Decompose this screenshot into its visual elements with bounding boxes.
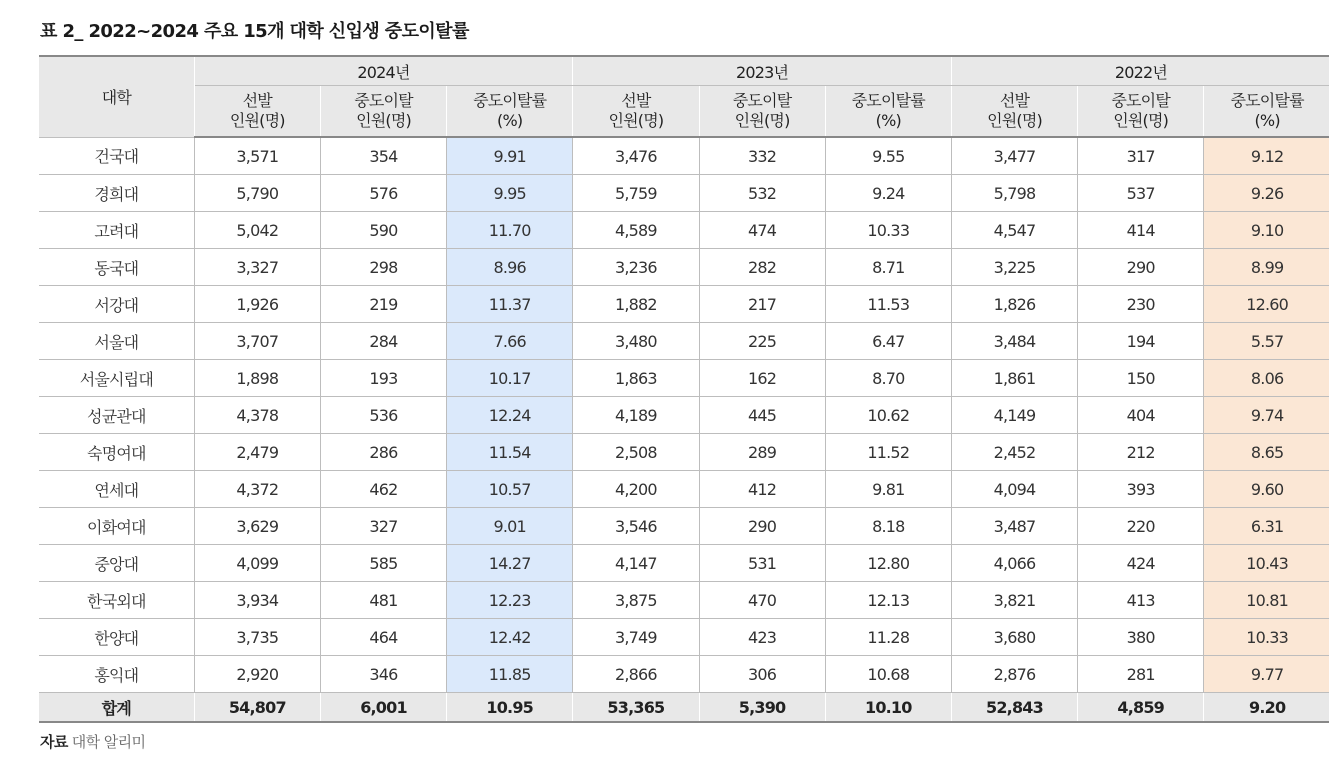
table-cell: 412: [699, 471, 825, 508]
year-header-2024: 2024년: [194, 56, 573, 86]
table-cell: 12.24: [447, 397, 573, 434]
table-row: [39, 137, 1329, 175]
table-cell: 219: [320, 286, 446, 323]
table-cell: 585: [320, 545, 446, 582]
table-cell: 298: [320, 249, 446, 286]
table-cell: 9.91: [447, 137, 573, 175]
table-cell: 3,487: [951, 508, 1077, 545]
dropout-rate-table: [39, 55, 1329, 723]
table-cell: 424: [1078, 545, 1204, 582]
table-row: [39, 323, 1329, 360]
table-cell: 536: [320, 397, 446, 434]
table-cell: 9.24: [825, 175, 951, 212]
table-cell: 8.99: [1204, 249, 1329, 286]
total-cell: 10.10: [825, 693, 951, 723]
table-cell: 9.77: [1204, 656, 1329, 693]
table-cell: 286: [320, 434, 446, 471]
university-name-cell: 동국대: [39, 249, 194, 286]
table-cell: 3,236: [573, 249, 699, 286]
table-cell: 12.23: [447, 582, 573, 619]
table-cell: 12.13: [825, 582, 951, 619]
table-row: [39, 471, 1329, 508]
table-cell: 12.42: [447, 619, 573, 656]
table-row: [39, 619, 1329, 656]
table-cell: 327: [320, 508, 446, 545]
table-cell: 3,749: [573, 619, 699, 656]
table-cell: 576: [320, 175, 446, 212]
table-row: [39, 397, 1329, 434]
total-cell: 6,001: [320, 693, 446, 723]
total-row: [39, 693, 1329, 723]
selected-count-header-2022: 선발 인원(명): [951, 86, 1077, 138]
table-cell: 1,882: [573, 286, 699, 323]
table-cell: 8.06: [1204, 360, 1329, 397]
selected-count-header-2024: 선발 인원(명): [194, 86, 320, 138]
university-name-cell: 서울시립대: [39, 360, 194, 397]
table-cell: 9.01: [447, 508, 573, 545]
table-row: [39, 286, 1329, 323]
table-row: [39, 249, 1329, 286]
table-cell: 11.85: [447, 656, 573, 693]
table-cell: 3,546: [573, 508, 699, 545]
table-cell: 11.70: [447, 212, 573, 249]
table-cell: 4,589: [573, 212, 699, 249]
table-cell: 162: [699, 360, 825, 397]
table-cell: 10.62: [825, 397, 951, 434]
table-row: [39, 360, 1329, 397]
total-label-cell: 합계: [39, 693, 194, 723]
table-cell: 413: [1078, 582, 1204, 619]
dropout-count-header-2024: 중도이탈 인원(명): [320, 86, 446, 138]
table-cell: 423: [699, 619, 825, 656]
table-cell: 3,680: [951, 619, 1077, 656]
table-cell: 3,875: [573, 582, 699, 619]
table-cell: 470: [699, 582, 825, 619]
table-cell: 2,479: [194, 434, 320, 471]
table-cell: 11.52: [825, 434, 951, 471]
university-name-cell: 연세대: [39, 471, 194, 508]
table-cell: 217: [699, 286, 825, 323]
table-cell: 5,798: [951, 175, 1077, 212]
table-cell: 9.95: [447, 175, 573, 212]
table-cell: 481: [320, 582, 446, 619]
table-cell: 212: [1078, 434, 1204, 471]
table-cell: 6.31: [1204, 508, 1329, 545]
table-cell: 317: [1078, 137, 1204, 175]
table-cell: 4,149: [951, 397, 1077, 434]
table-cell: 6.47: [825, 323, 951, 360]
dropout-rate-header-2023: 중도이탈률 (%): [825, 86, 951, 138]
table-header: [39, 56, 1329, 137]
university-name-cell: 중앙대: [39, 545, 194, 582]
dropout-rate-header-2024: 중도이탈률 (%): [447, 86, 573, 138]
table-cell: 14.27: [447, 545, 573, 582]
table-cell: 2,876: [951, 656, 1077, 693]
table-row: [39, 656, 1329, 693]
total-cell: 10.95: [447, 693, 573, 723]
table-cell: 230: [1078, 286, 1204, 323]
total-cell: 5,390: [699, 693, 825, 723]
university-name-cell: 경희대: [39, 175, 194, 212]
university-name-cell: 건국대: [39, 137, 194, 175]
table-cell: 3,735: [194, 619, 320, 656]
table-cell: 532: [699, 175, 825, 212]
table-cell: 3,629: [194, 508, 320, 545]
table-cell: 5,759: [573, 175, 699, 212]
source-text: 대학 알리미: [71, 733, 146, 751]
table-cell: 284: [320, 323, 446, 360]
table-cell: 10.33: [1204, 619, 1329, 656]
table-row: [39, 508, 1329, 545]
university-name-cell: 성균관대: [39, 397, 194, 434]
table-cell: 11.28: [825, 619, 951, 656]
table-cell: 5.57: [1204, 323, 1329, 360]
table-cell: 7.66: [447, 323, 573, 360]
table-cell: 11.53: [825, 286, 951, 323]
total-cell: 4,859: [1078, 693, 1204, 723]
table-cell: 4,147: [573, 545, 699, 582]
table-cell: 4,094: [951, 471, 1077, 508]
table-cell: 290: [699, 508, 825, 545]
table-cell: 3,480: [573, 323, 699, 360]
table-cell: 193: [320, 360, 446, 397]
table-cell: 8.70: [825, 360, 951, 397]
table-cell: 404: [1078, 397, 1204, 434]
table-cell: 289: [699, 434, 825, 471]
table-cell: 8.96: [447, 249, 573, 286]
table-cell: 464: [320, 619, 446, 656]
table-cell: 9.55: [825, 137, 951, 175]
table-cell: 12.80: [825, 545, 951, 582]
dropout-table-container: [39, 55, 1329, 723]
table-cell: 1,861: [951, 360, 1077, 397]
table-cell: 2,920: [194, 656, 320, 693]
table-cell: 10.17: [447, 360, 573, 397]
source-note: [40, 731, 145, 752]
table-cell: 281: [1078, 656, 1204, 693]
table-cell: 10.33: [825, 212, 951, 249]
table-cell: 10.57: [447, 471, 573, 508]
table-cell: 537: [1078, 175, 1204, 212]
table-row: [39, 175, 1329, 212]
table-cell: 194: [1078, 323, 1204, 360]
table-cell: 9.12: [1204, 137, 1329, 175]
year-header-2022: 2022년: [951, 56, 1329, 86]
table-cell: 3,476: [573, 137, 699, 175]
table-cell: 3,934: [194, 582, 320, 619]
total-cell: 53,365: [573, 693, 699, 723]
table-cell: 1,826: [951, 286, 1077, 323]
table-title: 표 2_ 2022~2024 주요 15개 대학 신입생 중도이탈률: [40, 21, 469, 42]
year-header-2023: 2023년: [573, 56, 952, 86]
table-cell: 3,225: [951, 249, 1077, 286]
table-cell: 225: [699, 323, 825, 360]
table-cell: 590: [320, 212, 446, 249]
table-cell: 354: [320, 137, 446, 175]
table-cell: 3,707: [194, 323, 320, 360]
table-cell: 531: [699, 545, 825, 582]
university-column-header: 대학: [39, 56, 194, 137]
subheader-row: [39, 86, 1329, 138]
table-cell: 9.10: [1204, 212, 1329, 249]
table-body: [39, 137, 1329, 722]
table-cell: 3,821: [951, 582, 1077, 619]
year-header-row: [39, 56, 1329, 86]
table-cell: 9.26: [1204, 175, 1329, 212]
table-cell: 380: [1078, 619, 1204, 656]
table-cell: 445: [699, 397, 825, 434]
table-cell: 5,790: [194, 175, 320, 212]
dropout-count-header-2023: 중도이탈 인원(명): [699, 86, 825, 138]
table-cell: 4,066: [951, 545, 1077, 582]
university-name-cell: 서강대: [39, 286, 194, 323]
table-cell: 4,378: [194, 397, 320, 434]
table-row: [39, 545, 1329, 582]
table-cell: 306: [699, 656, 825, 693]
table-cell: 4,372: [194, 471, 320, 508]
table-cell: 1,926: [194, 286, 320, 323]
table-cell: 10.43: [1204, 545, 1329, 582]
table-cell: 150: [1078, 360, 1204, 397]
university-name-cell: 한국외대: [39, 582, 194, 619]
university-name-cell: 이화여대: [39, 508, 194, 545]
table-cell: 8.65: [1204, 434, 1329, 471]
table-cell: 1,863: [573, 360, 699, 397]
table-row: [39, 434, 1329, 471]
table-cell: 2,866: [573, 656, 699, 693]
dropout-rate-header-2022: 중도이탈률 (%): [1204, 86, 1329, 138]
total-cell: 9.20: [1204, 693, 1329, 723]
table-cell: 4,547: [951, 212, 1077, 249]
table-cell: 346: [320, 656, 446, 693]
table-cell: 4,189: [573, 397, 699, 434]
university-name-cell: 서울대: [39, 323, 194, 360]
table-cell: 1,898: [194, 360, 320, 397]
table-cell: 12.60: [1204, 286, 1329, 323]
table-cell: 282: [699, 249, 825, 286]
selected-count-header-2023: 선발 인원(명): [573, 86, 699, 138]
table-cell: 8.71: [825, 249, 951, 286]
table-cell: 11.54: [447, 434, 573, 471]
table-cell: 3,484: [951, 323, 1077, 360]
university-name-cell: 고려대: [39, 212, 194, 249]
table-cell: 5,042: [194, 212, 320, 249]
total-cell: 52,843: [951, 693, 1077, 723]
table-cell: 393: [1078, 471, 1204, 508]
dropout-count-header-2022: 중도이탈 인원(명): [1078, 86, 1204, 138]
table-cell: 220: [1078, 508, 1204, 545]
source-label: 자료: [40, 733, 68, 751]
table-cell: 3,571: [194, 137, 320, 175]
table-cell: 9.60: [1204, 471, 1329, 508]
table-cell: 9.74: [1204, 397, 1329, 434]
university-name-cell: 홍익대: [39, 656, 194, 693]
table-cell: 462: [320, 471, 446, 508]
table-cell: 2,452: [951, 434, 1077, 471]
table-cell: 11.37: [447, 286, 573, 323]
table-cell: 3,477: [951, 137, 1077, 175]
university-name-cell: 숙명여대: [39, 434, 194, 471]
table-cell: 9.81: [825, 471, 951, 508]
total-cell: 54,807: [194, 693, 320, 723]
table-cell: 10.68: [825, 656, 951, 693]
table-cell: 414: [1078, 212, 1204, 249]
table-cell: 4,099: [194, 545, 320, 582]
table-cell: 332: [699, 137, 825, 175]
table-cell: 4,200: [573, 471, 699, 508]
university-name-cell: 한양대: [39, 619, 194, 656]
table-cell: 8.18: [825, 508, 951, 545]
table-row: [39, 212, 1329, 249]
table-cell: 10.81: [1204, 582, 1329, 619]
table-row: [39, 582, 1329, 619]
table-cell: 3,327: [194, 249, 320, 286]
table-cell: 290: [1078, 249, 1204, 286]
table-cell: 2,508: [573, 434, 699, 471]
table-cell: 474: [699, 212, 825, 249]
